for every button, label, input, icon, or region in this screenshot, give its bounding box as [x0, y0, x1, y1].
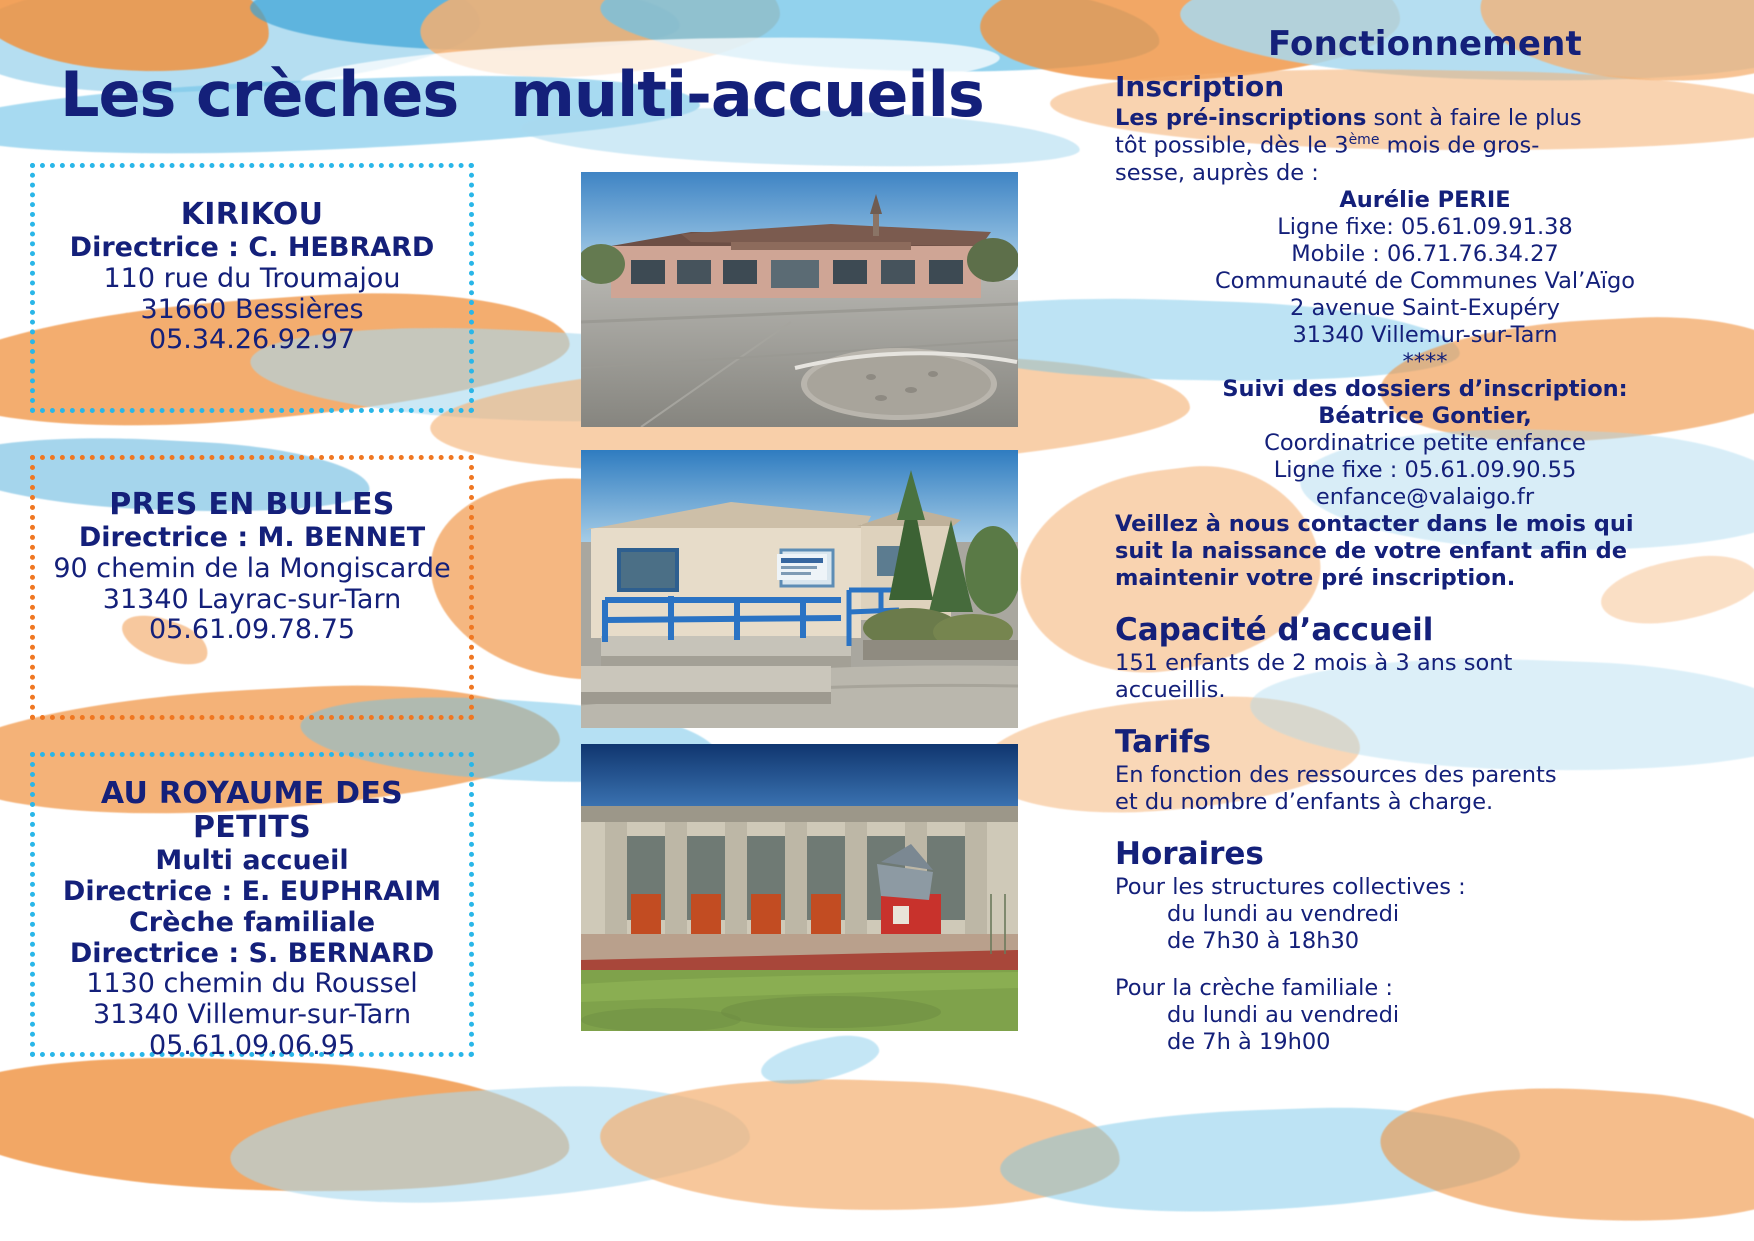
- suivi-contact-name: Béatrice Gontier,: [1318, 402, 1532, 429]
- creche-phone: 05.61.09.06.95: [148, 1029, 356, 1061]
- page-title: [60, 58, 1180, 131]
- horaires-familiale-label: Pour la crèche familiale :: [1115, 974, 1393, 1001]
- creche-name: PRES EN BULLES: [109, 487, 395, 522]
- inscription-intro-line2: [1115, 132, 1735, 160]
- creche-phone: 05.34.26.92.97: [148, 324, 356, 356]
- horaires-collectives-label: Pour les structures collectives :: [1115, 873, 1466, 900]
- creche-address-line1: 110 rue du Troumajou: [103, 262, 401, 294]
- inscription-intro-rest2b: mois de gros-: [1379, 132, 1540, 159]
- fonctionnement-column: [1115, 24, 1735, 1056]
- inscription-organisation: Communauté de Communes Val’Aïgo: [1214, 267, 1636, 294]
- creche-name: KIRIKOU: [180, 197, 324, 232]
- creche-address-line2: 31660 Bessières: [140, 293, 364, 325]
- inscription-separator: ****: [1402, 348, 1448, 375]
- photo-kirikou-illustration: [581, 172, 1018, 427]
- inscription-notice-line1: Veillez à nous contacter dans le mois qui: [1115, 510, 1634, 537]
- inscription-ordinal-suffix: ème: [1348, 132, 1380, 148]
- creche-name: AU ROYAUME DES PETITS: [100, 776, 404, 846]
- horaires-familiale-days: du lundi au vendredi: [1167, 1001, 1400, 1028]
- inscription-contact-landline: Ligne fixe: 05.61.09.91.38: [1277, 213, 1573, 240]
- fonctionnement-heading: Fonctionnement: [1267, 24, 1583, 64]
- suivi-contact-landline: Ligne fixe : 05.61.09.90.55: [1273, 456, 1577, 483]
- horaires-heading: Horaires: [1115, 835, 1264, 872]
- horaires-collectives-hours: de 7h30 à 18h30: [1167, 927, 1360, 954]
- creche-director-multi-accueil: Directrice : E. EUPHRAIM: [62, 876, 442, 908]
- inscription-organisation-address2: 31340 Villemur-sur-Tarn: [1292, 321, 1558, 348]
- tarifs-line1: En fonction des ressources des parents: [1115, 761, 1557, 788]
- creche-address-line2: 31340 Villemur-sur-Tarn: [92, 999, 412, 1031]
- inscription-intro-rest2a: tôt possible, dès le 3: [1115, 132, 1349, 159]
- tarifs-line2: et du nombre d’enfants à charge.: [1115, 788, 1494, 815]
- creche-card-kirikou: [30, 163, 474, 413]
- suivi-contact-email[interactable]: enfance@valaigo.fr: [1315, 483, 1535, 510]
- suivi-contact-role: Coordinatrice petite enfance: [1264, 429, 1586, 456]
- inscription-organisation-address1: 2 avenue Saint-Exupéry: [1290, 294, 1560, 321]
- creche-card-au-royaume-des-petits: [30, 752, 474, 1061]
- creche-director: Directrice : C. HEBRARD: [69, 232, 435, 264]
- inscription-intro-line3: sesse, auprès de :: [1115, 159, 1319, 186]
- page-title-part2: multi-accueils: [510, 58, 984, 131]
- photo-au-royaume-des-petits: [581, 744, 1018, 1031]
- creche-subtitle-creche-familiale: Crèche familiale: [128, 906, 376, 938]
- capacite-line1: 151 enfants de 2 mois à 3 ans sont: [1115, 649, 1513, 676]
- creche-card-pres-en-bulles: [30, 455, 474, 720]
- creche-address-line1: 90 chemin de la Mongiscarde: [53, 552, 451, 584]
- creche-director-creche-familiale: Directrice : S. BERNARD: [69, 937, 435, 969]
- capacite-heading: Capacité d’accueil: [1115, 611, 1434, 648]
- inscription-contact-mobile: Mobile : 06.71.76.34.27: [1291, 240, 1559, 267]
- photo-pres-en-bulles: [581, 450, 1018, 728]
- inscription-heading: Inscription: [1115, 70, 1285, 103]
- inscription-intro: [1115, 105, 1735, 132]
- creche-phone: 05.61.09.78.75: [148, 614, 356, 646]
- inscription-notice-line2: suit la naissance de votre enfant afin de: [1115, 537, 1627, 564]
- suivi-heading: Suivi des dossiers d’inscription:: [1222, 375, 1628, 402]
- photo-pres-en-bulles-illustration: [581, 450, 1018, 728]
- creche-subtitle-multi-accueil: Multi accueil: [155, 845, 349, 877]
- creche-address-line1: 1130 chemin du Roussel: [86, 968, 418, 1000]
- photo-kirikou: [581, 172, 1018, 427]
- horaires-collectives-days: du lundi au vendredi: [1167, 900, 1400, 927]
- tarifs-heading: Tarifs: [1115, 723, 1211, 760]
- photo-au-royaume-des-petits-illustration: [581, 744, 1018, 1031]
- capacite-line2: accueillis.: [1115, 676, 1226, 703]
- creche-director: Directrice : M. BENNET: [78, 522, 426, 554]
- horaires-familiale-hours: de 7h à 19h00: [1167, 1028, 1331, 1055]
- inscription-notice-line3: maintenir votre pré inscription.: [1115, 564, 1516, 591]
- creche-address-line2: 31340 Layrac-sur-Tarn: [102, 583, 402, 615]
- page-title-part1: Les crèches: [60, 58, 459, 131]
- inscription-intro-rest1: sont à faire le plus: [1366, 105, 1582, 131]
- inscription-contact-name: Aurélie PERIE: [1339, 186, 1511, 213]
- inscription-intro-bold: Les pré-inscriptions: [1115, 105, 1367, 131]
